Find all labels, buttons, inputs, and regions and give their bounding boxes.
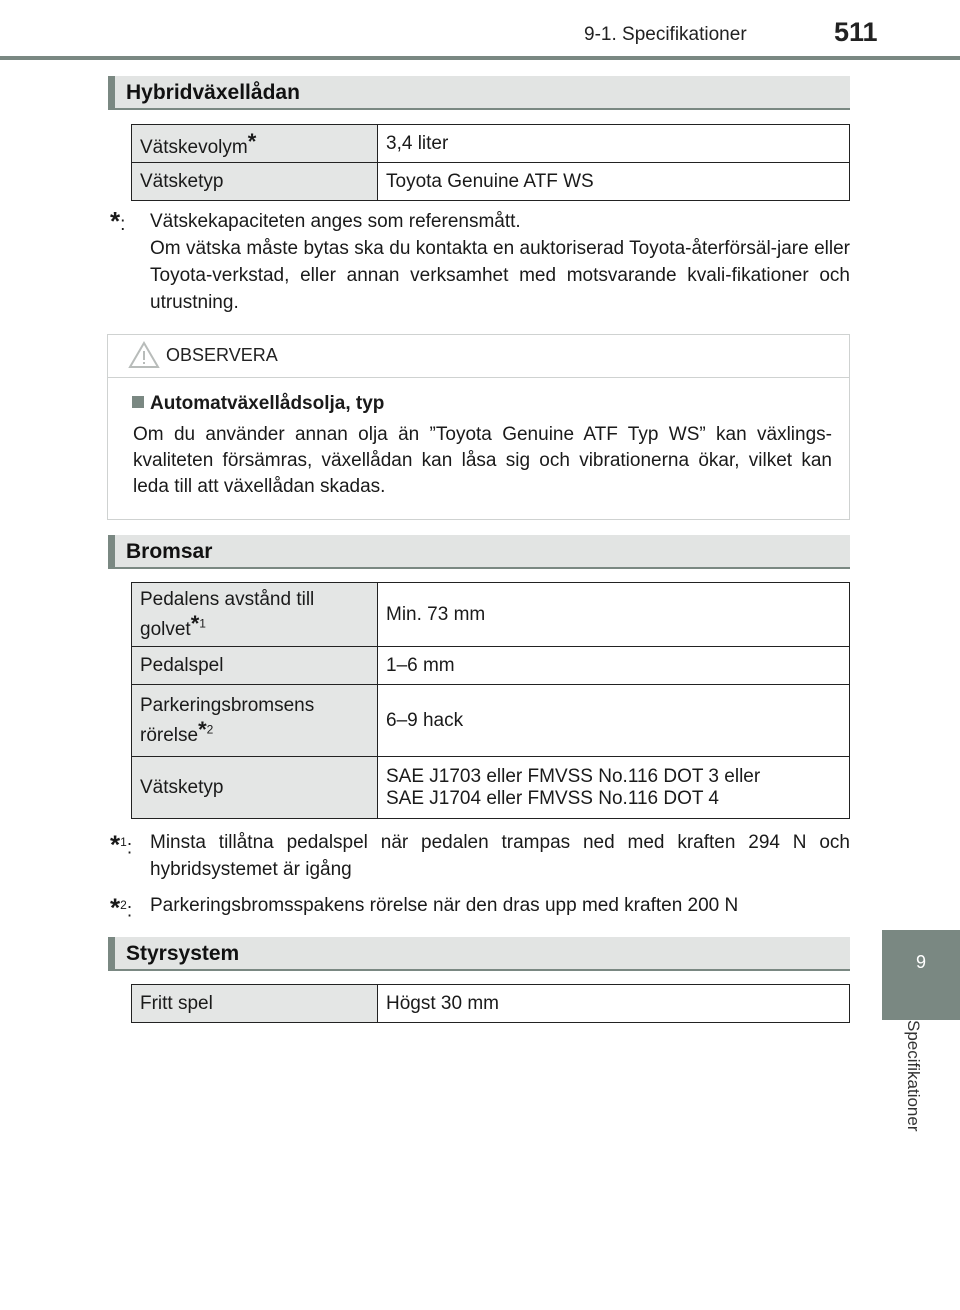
table-row (132, 985, 850, 1023)
section-heading-brakes (108, 535, 850, 569)
table-value-cell: Toyota Genuine ATF WS (378, 163, 850, 201)
table-row (132, 647, 850, 685)
table-key-cell: Pedalspel (132, 647, 378, 685)
table-value-cell: 3,4 liter (378, 125, 850, 163)
table-value-cell: 6–9 hack (378, 685, 850, 757)
footnote-mark: *$^1$: (110, 829, 133, 860)
table-key-cell: Vätskevolym* (132, 125, 378, 163)
table-value-cell: Min. 73 mm (378, 583, 850, 647)
chapter-label-container (897, 1020, 927, 1160)
table-row (132, 685, 850, 757)
footnote-text: Vätskekapaciteten anges som referensmått. Om vätska måste bytas ska du kontakta en auktoriserad Toyota-återförsäl-jare eller Toyota-verkstad, eller annan verksamhet med motsvarande kvali-fikationer och utrustning. (150, 211, 850, 313)
footnote-text: Parkeringsbromsspakens rörelse när den dras upp med kraften 200 N (150, 895, 739, 916)
asterisk-mark: * (247, 128, 257, 154)
steering-spec-table (131, 984, 850, 1023)
table-value-cell: 1–6 mm (378, 647, 850, 685)
table-row (132, 583, 850, 647)
footnote-text: Minsta tillåtna pedalspel när pedalen trampas ned med kraften 294 N och hybridsystemet är igång (150, 832, 850, 880)
table-key-cell: Pedalens avstånd till golvet*$^1$ (132, 583, 378, 647)
header-rule (0, 56, 960, 60)
notice-title: Automatväxellådsolja, typ (132, 393, 832, 415)
section-heading-hybrid (108, 76, 850, 110)
table-row (132, 757, 850, 819)
bullet-square-icon (132, 396, 144, 408)
brakes-spec-table (131, 582, 850, 819)
table-key-cell: Vätsketyp (132, 163, 378, 201)
table-key-cell: Parkeringsbromsens rörelse*$^2$ (132, 685, 378, 757)
warning-icon (128, 341, 160, 369)
section-heading-steering (108, 937, 850, 971)
footnote-mark: *: (110, 206, 126, 236)
header-section-title: 9-1. Specifikationer (584, 24, 747, 45)
footnote-brakes-2 (110, 892, 850, 923)
footnote-hybrid (110, 208, 850, 316)
table-value-cell: Högst 30 mm (378, 985, 850, 1023)
notice-text: Om du använder annan olja än ”Toyota Genuine ATF Typ WS” kan växlings-kvaliteten försämras, växellådan kan låsa sig och vibrationerna ökar, vilket kan leda till att växellådan skadas. (133, 424, 832, 497)
table-key-cell: Fritt spel (132, 985, 378, 1023)
table-value-cell: SAE J1703 eller FMVSS No.116 DOT 3 eller SAE J1704 eller FMVSS No.116 DOT 4 (378, 757, 850, 819)
footnote-mark: *$^2$: (110, 892, 133, 923)
section-heading-text: Bromsar (126, 540, 213, 563)
notice-header (108, 335, 849, 378)
hybrid-spec-table (131, 124, 850, 201)
chapter-number: 9 (915, 952, 926, 972)
notice-box (107, 334, 850, 520)
chapter-tab[interactable] (882, 930, 960, 1020)
section-heading-text: Hybridväxellådan (126, 81, 300, 104)
section-heading-text: Styrsystem (126, 942, 240, 965)
footnote-brakes-1 (110, 829, 850, 883)
table-row (132, 125, 850, 163)
notice-body (132, 393, 832, 500)
notice-label: OBSERVERA (166, 345, 278, 365)
page-number: 511 (834, 17, 878, 47)
table-row (132, 163, 850, 201)
table-key-cell: Vätsketyp (132, 757, 378, 819)
chapter-label: Specifikationer (904, 1020, 923, 1132)
